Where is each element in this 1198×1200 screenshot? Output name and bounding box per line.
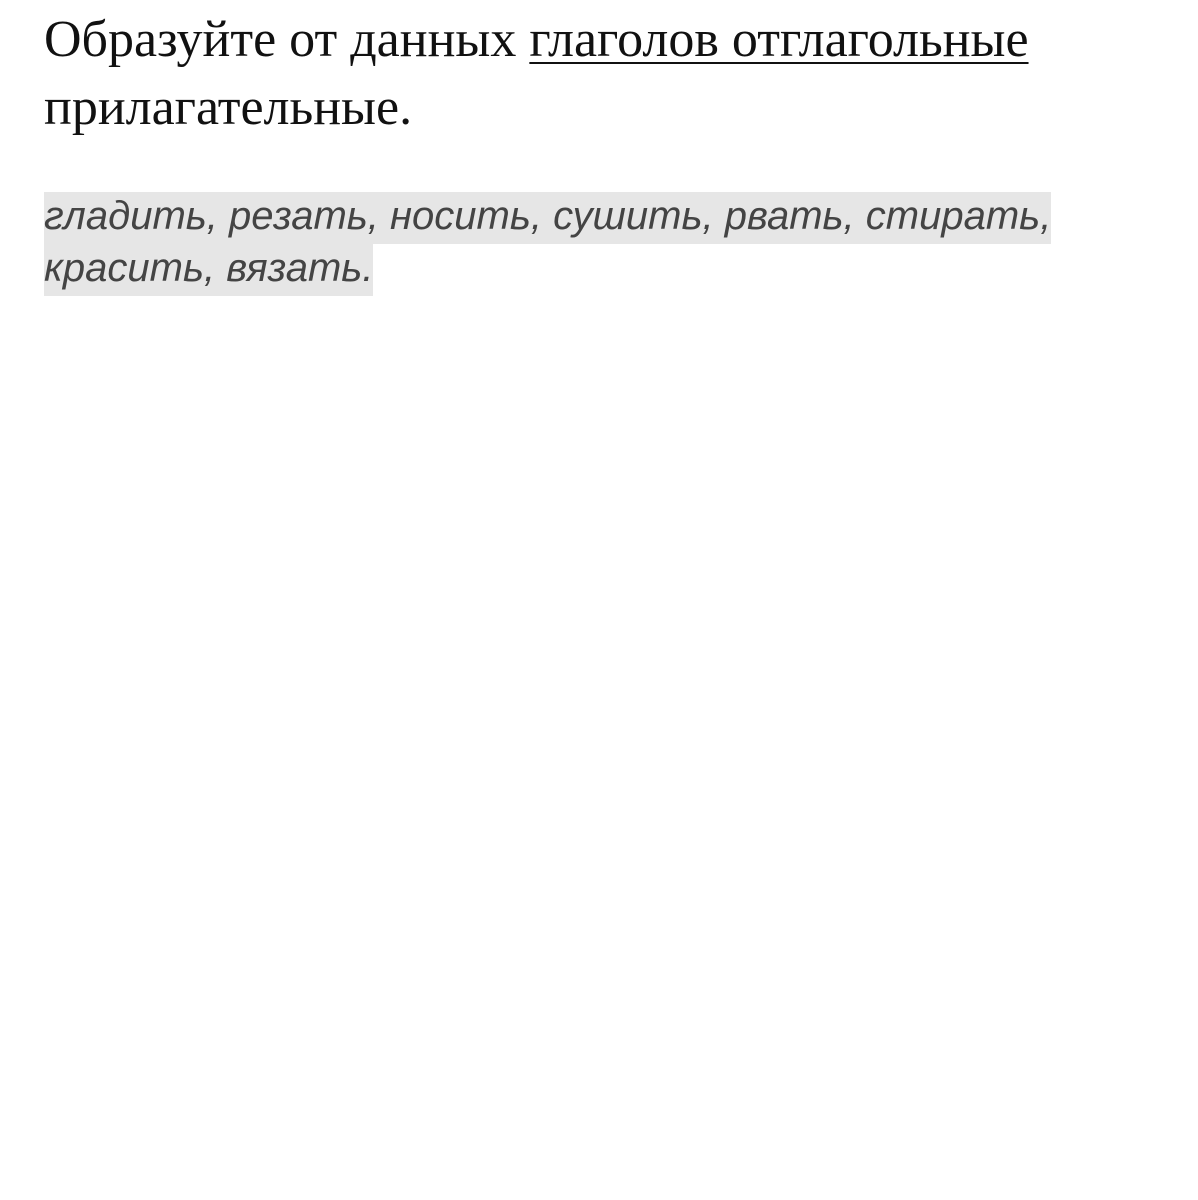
task-instruction	[44, 6, 1164, 142]
verb-list	[44, 190, 1164, 294]
task-prefix: Образуйте от данных	[44, 11, 530, 68]
task-suffix: прилагательные.	[44, 79, 413, 136]
task-underlined-phrase: глаголов отглагольные	[529, 11, 1029, 68]
verb-list-text: гладить, резать, носить, сушить, рвать, стирать, красить, вязать.	[44, 192, 1051, 296]
